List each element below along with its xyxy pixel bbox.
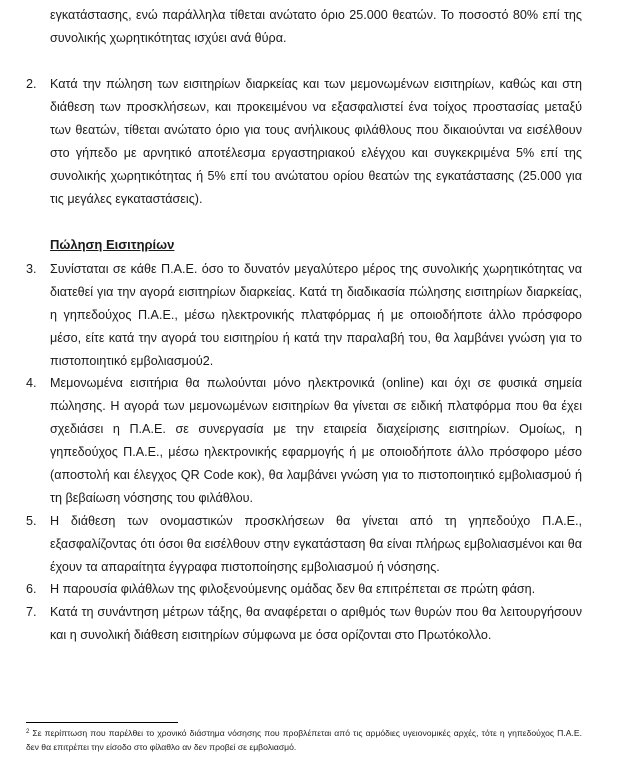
footnote-text: Σε περίπτωση που παρέλθει το χρονικό διάστημα νόσησης που προβλέπεται από τις αρμόδιες υγειονομικές αρχές, τότε η γηπεδούχος Π.Α.Ε. δεν θα επιτρέπει την είσοδο στο φίλαθλο αν δεν προβεί σε εμβολιασμό. (26, 728, 582, 752)
list-number: 2. (26, 77, 37, 91)
list-item-6 (26, 578, 582, 601)
list-item-3 (26, 258, 582, 373)
list-number: 5. (26, 514, 37, 528)
list-text: Η διάθεση των ονομαστικών προσκλήσεων θα γίνεται από τη γηπεδούχο Π.Α.Ε., εξασφαλίζοντας ότι όσοι θα εισέλθουν στην εγκατάσταση θα είναι πλήρως εμβολιασμένοι και θα έχουν τα απαραίτητα έγγραφα πιστοποίησης εμβολιασμού ή νόσησης. (50, 514, 582, 574)
list-number: 6. (26, 582, 37, 596)
footnote (26, 726, 582, 754)
list-text: Κατά την πώληση των εισιτηρίων διαρκείας και των μεμονωμένων εισιτηρίων, καθώς και στη διάθεση των προσκλήσεων, και προκειμένου να εξασφαλιστεί ένα τοίχος προστασίας μεταξύ των θεατών, τίθεται ανώτατο όριο για τους ανήλικους φιλάθλους που δικαιούνται να εισέλθουν στο γήπεδο με αρνητικό αποτέλεσμα εργαστηριακού ελέγχου και συγκεκριμένα 5% επί της συνολικής χωρητικότητας ή 5% επί του ανώτατου ορίου θεατών της εγκατάστασης (25.000 για τις μεγάλες εγκαταστάσεις). (50, 77, 582, 206)
footnote-separator (26, 722, 178, 723)
list-text: Μεμονωμένα εισιτήρια θα πωλούνται μόνο ηλεκτρονικά (online) και όχι σε φυσικά σημεία πώλησης. Η αγορά των μεμονωμένων εισιτηρίων θα γίνεται σε ειδική πλατφόρμα που θα έχει σχεδιάσει η Π.Α.Ε. σε συνεργασία με την εταιρεία διαχείρισης εισιτηρίων. Ομοίως, η γηπεδούχος Π.Α.Ε., μέσω ηλεκτρονικής εφαρμογής ή με οποιοδήποτε άλλο πρόσφορο μέσο (αποστολή και έλεγχος QR Code κοκ), θα λαμβάνει γνώση για το πιστοποιητικό εμβολιασμού ή τη βεβαίωση νόσησης του φιλάθλου. (50, 376, 582, 505)
list-item-5 (26, 510, 582, 579)
list-number: 3. (26, 262, 37, 276)
list-text: Κατά τη συνάντηση μέτρων τάξης, θα αναφέρεται ο αριθμός των θυρών που θα λειτουργήσουν και η συνολική διάθεση εισιτηρίων σύμφωνα με όσα ορίζονται στο Πρωτόκολλο. (50, 605, 582, 642)
list-item-7 (26, 601, 582, 647)
list-text: Η παρουσία φιλάθλων της φιλοξενούμενης ομάδας δεν θα επιτρέπεται σε πρώτη φάση. (50, 582, 536, 596)
list-item-4 (26, 372, 582, 510)
list-text: Συνίσταται σε κάθε Π.Α.Ε. όσο το δυνατόν μεγαλύτερο μέρος της συνολικής χωρητικότητας να διατεθεί για την αγορά εισιτηρίων διαρκείας. Κατά τη διαδικασία πώλησης εισιτηρίων διαρκείας, η γηπεδούχος Π.Α.Ε., μέσω ηλεκτρονικής πλατφόρμας ή με οποιοδήποτε άλλο πρόσφορο μέσο, είτε κατά την αγορά του εισιτηρίου ή κατά την παραλαβή του, θα λαμβάνει γνώση για το πιστοποιητικό εμβολιασμού2. (50, 262, 582, 368)
list-number: 7. (26, 605, 37, 619)
list-item-2 (26, 73, 582, 211)
paragraph-continuation: εγκατάστασης, ενώ παράλληλα τίθεται ανώτατο όριο 25.000 θεατών. Το ποσοστό 80% επί της συνολικής χωρητικότητας ισχύει ανά θύρα. (50, 8, 582, 45)
list-number: 4. (26, 376, 37, 390)
footnote-marker: 2 (26, 729, 30, 735)
section-heading: Πώληση Εισιτηρίων (50, 237, 175, 252)
